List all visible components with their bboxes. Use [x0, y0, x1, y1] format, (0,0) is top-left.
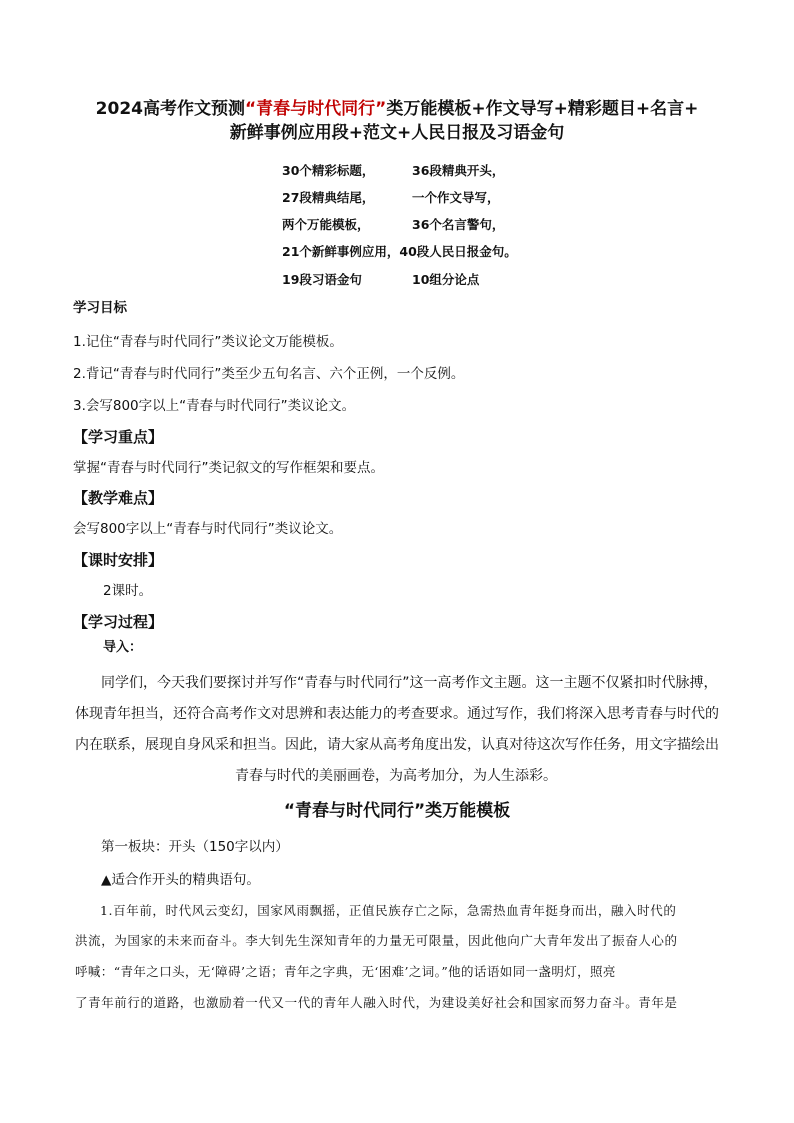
intro-paragraph-line: 同学们，今天我们要探讨并写作“青春与时代同行”这一高考作文主题。这一主题不仅紧扣时代脉搏， [101, 675, 718, 691]
example-line: 呼喊：“青年之口头，无‘障碍’之语；青年之字典，无‘困难’之词。”他的话语如同一盏明灯，照亮 [75, 964, 616, 979]
template-block-1-heading: 第一板块：开头（150字以内） [101, 839, 289, 855]
title-suffix: 类万能模板+作文导写+精彩题目+名言+ [386, 99, 699, 119]
goal-item: 1.记住“青春与时代同行”类议论文万能模板。 [73, 334, 343, 350]
key-points-text: 掌握“青春与时代同行”类记叙文的写作框架和要点。 [73, 460, 384, 476]
intro-paragraph-line: 体现青年担当，还符合高考作文对思辨和表达能力的考查要求。通过写作，我们将深入思考青春与时代的 [75, 706, 719, 722]
difficulty-heading: 【教学难点】 [73, 489, 164, 507]
summary-item: 一个作文导写， [412, 190, 500, 205]
summary-item: 36个名言警句， [412, 217, 505, 232]
summary-item: 21个新鲜事例应用， [282, 244, 400, 259]
document-title-line-1 [40, 96, 754, 122]
goal-item: 2.背记“青春与时代同行”类至少五句名言、六个正例，一个反例。 [73, 366, 465, 382]
summary-item: 10组分论点 [412, 272, 480, 287]
summary-item: 36段精典开头， [412, 163, 505, 178]
summary-item: 19段习语金句 [282, 272, 362, 287]
key-points-heading: 【学习重点】 [73, 428, 164, 446]
summary-item: 30个精彩标题， [282, 163, 375, 178]
summary-row [282, 162, 504, 180]
template-note: ▲适合作开头的精典语句。 [101, 872, 260, 888]
summary-row [282, 216, 504, 234]
example-line: 1.百年前，时代风云变幻，国家风雨飘摇，正值民族存亡之际，急需热血青年挺身而出，融入时代的 [100, 903, 677, 918]
goal-item: 3.会写800字以上“青春与时代同行”类议论文。 [73, 398, 356, 414]
difficulty-text: 会写800字以上“青春与时代同行”类议论文。 [73, 521, 343, 537]
document-title-line-2: 新鲜事例应用段+范文+人民日报及习语金句 [229, 123, 565, 143]
intro-label: 导入： [103, 640, 143, 655]
example-line: 洪流，为国家的未来而奋斗。李大钊先生深知青年的力量无可限量，因此他向广大青年发出了振奋人心的 [75, 933, 678, 948]
summary-item: 两个万能模板， [282, 217, 370, 232]
schedule-text: 2课时。 [103, 583, 153, 599]
title-prefix: 2024高考作文预测 [95, 99, 245, 119]
schedule-heading: 【课时安排】 [73, 551, 164, 569]
template-section-title: “青春与时代同行”类万能模板 [283, 801, 511, 821]
intro-paragraph-line: 青春与时代的美丽画卷，为高考加分，为人生添彩。 [235, 768, 557, 784]
example-line: 了青年前行的道路，也激励着一代又一代的青年人融入时代，为建设美好社会和国家而努力奋斗。青年是 [75, 995, 678, 1010]
goals-heading: 学习目标 [73, 300, 127, 316]
process-heading: 【学习过程】 [73, 613, 164, 631]
summary-row [282, 271, 479, 289]
summary-row [282, 243, 517, 261]
title-highlight: “青春与时代同行” [244, 99, 387, 119]
intro-paragraph-line: 内在联系，展现自身风采和担当。因此，请大家从高考角度出发，认真对待这次写作任务，用文字描绘出 [75, 737, 719, 753]
summary-item: 27段精典结尾， [282, 190, 375, 205]
summary-item: 40段人民日报金句。 [399, 244, 517, 259]
summary-row [282, 189, 500, 207]
